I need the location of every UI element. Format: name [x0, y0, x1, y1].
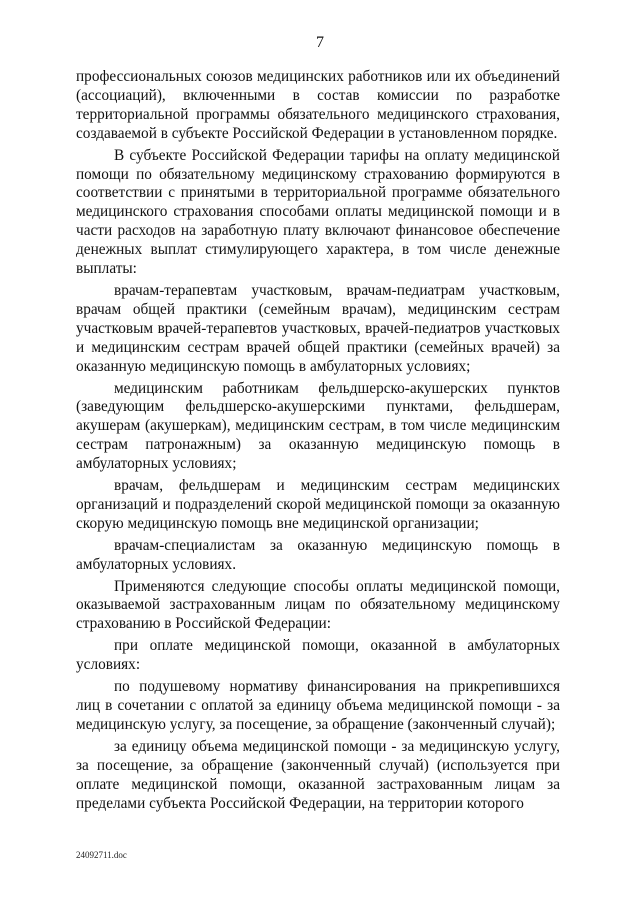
paragraph-list-item-ambulance: врачам, фельдшерам и медицинским сестрам медицинских организаций и подразделений скорой медицинской помощи за оказанную скорую медицинскую помощь вне медицинской организации;: [76, 477, 560, 532]
document-body: [76, 68, 560, 813]
paragraph-per-capita: по подушевому нормативу финансирования на прикрепившихся лиц в сочетании с оплатой за единицу объема медицинской помощи - за медицинскую услугу, за посещение, за обращение (законченный случай);: [76, 678, 560, 733]
paragraph-payment-methods: Применяются следующие способы оплаты медицинской помощи, оказываемой застрахованным лицам по обязательному медицинскому страхованию в Российской Федерации:: [76, 577, 560, 633]
paragraph-list-item-therapists: врачам-терапевтам участковым, врачам-педиатрам участковым, врачам общей практики (семейным врачам), медицинским сестрам участковым врачей-терапевтов участковых, врачей-педиатров участковых и медицинским сестрам врачей общей практики (семейных врачей) за оказанную медицинскую помощь в амбулаторных условиях;: [76, 281, 560, 375]
paragraph-list-item-specialists: врачам-специалистам за оказанную медицинскую помощь в амбулаторных условиях.: [76, 536, 560, 573]
page-number: 7: [316, 34, 324, 51]
paragraph-list-item-fap-workers: медицинским работникам фельдшерско-акушерских пунктов (заведующим фельдшерско-акушерскими пунктами, фельдшерам, акушерам (акушеркам), медицинским сестрам, в том числе медицинским сестрам патронажным) за оказанную медицинскую помощь в амбулаторных условиях;: [76, 379, 560, 473]
paragraph-per-unit: за единицу объема медицинской помощи - за медицинскую услугу, за посещение, за обращение (законченный случай) (используется при оплате медицинской помощи, оказанной застрахованным лицам за пределами субъекта Российской Федерации, на территории которого: [76, 737, 560, 812]
paragraph-tariffs: В субъекте Российской Федерации тарифы на оплату медицинской помощи по обязательному медицинскому страхованию формируются в соответствии с принятыми в территориальной программе обязательного медицинского страхования способами оплаты медицинской помощи и в части расходов на заработную плату включают финансовое обеспечение денежных выплат стимулирующего характера, в том числе денежные выплаты:: [76, 146, 560, 278]
paragraph-continuation: профессиональных союзов медицинских работников или их объединений (ассоциаций), включенными в состав комиссии по разработке территориальной программы обязательного медицинского страхования, создаваемой в субъекте Российской Федерации в установленном порядке.: [76, 68, 560, 142]
footer-filename: 24092711.doc: [76, 850, 127, 860]
paragraph-outpatient-heading: при оплате медицинской помощи, оказанной в амбулаторных условиях:: [76, 637, 560, 674]
